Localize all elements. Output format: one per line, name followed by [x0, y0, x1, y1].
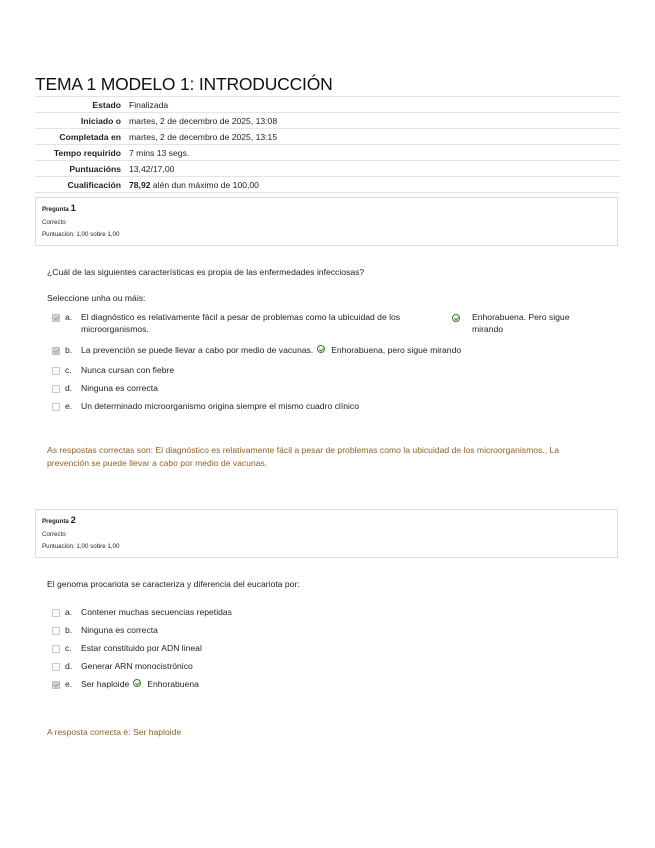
checkbox-icon[interactable] [52, 645, 60, 653]
checkbox-checked-icon[interactable] [52, 347, 60, 355]
summary-value: 13,42/17,00 [129, 163, 175, 174]
summary-value: Finalizada [129, 99, 169, 110]
question-grade: Puntuación: 1,00 sobre 1,00 [42, 542, 120, 550]
question-label: Pregunta [42, 206, 69, 213]
option-text: Estar constituido por ADN lineal [81, 643, 202, 653]
checkbox-icon[interactable] [52, 367, 60, 375]
grade-value: 78,92 [129, 179, 151, 190]
question-grade: Puntuación: 1,00 sobre 1,00 [42, 230, 120, 238]
checkbox-icon[interactable] [52, 609, 60, 617]
summary-row-grade [35, 177, 620, 193]
question-1-right-answer: As respostas correctas son: El diagnóstico es relativamente fácil a pesar de problemas como la ubicuidad de los microorganismos., La prevención se puede llevar a cabo por medio de vacunas. [47, 445, 560, 468]
option-text: Ninguna es correcta [81, 625, 158, 635]
question-2-option-b[interactable] [52, 625, 158, 637]
question-2-option-d[interactable] [52, 661, 193, 673]
summary-row-started [35, 113, 620, 129]
question-state: Correcto [42, 530, 66, 538]
check-circle-icon [452, 314, 460, 322]
option-text-line: microorganismos. [81, 323, 149, 334]
option-letter: b. [65, 345, 73, 355]
checkbox-icon[interactable] [52, 403, 60, 411]
checkbox-checked-icon[interactable] [52, 314, 60, 322]
summary-value [129, 177, 620, 193]
question-2-option-c[interactable] [52, 643, 202, 655]
summary-value: 7 mins 13 segs. [129, 147, 190, 158]
summary-row-completed [35, 129, 620, 145]
summary-label: Estado [92, 99, 121, 110]
question-state: Correcto [42, 218, 66, 226]
option-letter: d. [65, 383, 73, 393]
checkbox-icon[interactable] [52, 385, 60, 393]
quiz-summary-table [35, 96, 620, 193]
option-letter: d. [65, 661, 73, 671]
summary-label: Iniciado o [80, 115, 121, 126]
question-number [42, 516, 611, 526]
option-text: Ninguna es correcta [81, 383, 158, 393]
summary-label: Completada en [59, 131, 121, 142]
option-feedback: Enhorabuena, pero sigue mirando [331, 345, 462, 355]
option-text [81, 312, 451, 335]
option-letter: b. [65, 625, 73, 635]
question-2-option-e[interactable] [52, 679, 199, 691]
check-circle-icon [133, 679, 141, 687]
question-1-option-a[interactable] [52, 312, 569, 335]
question-2-info [35, 509, 618, 558]
check-circle-icon [317, 345, 325, 353]
option-text: Contener muchas secuencias repetidas [81, 607, 232, 617]
option-text: Un determinado microorganismo origina siempre el mismo cuadro clínico [81, 401, 359, 411]
option-letter: a. [65, 607, 73, 617]
feedback-line: Enhorabuena. Pero sigue [472, 312, 570, 322]
option-text-line: El diagnóstico es relativamente fácil a pesar de problemas como la ubicuidad de los [81, 312, 401, 322]
summary-value: martes, 2 de decembro de 2025, 13:15 [129, 131, 278, 142]
checkbox-icon[interactable] [52, 627, 60, 635]
option-letter: e. [65, 679, 73, 689]
option-text: Nunca cursan con fiebre [81, 365, 175, 375]
summary-label: Tempo requirido [53, 147, 121, 158]
option-letter: a. [65, 312, 73, 322]
option-letter: e. [65, 401, 73, 411]
option-text: Ser haploide [81, 679, 130, 689]
checkbox-checked-icon[interactable] [52, 681, 60, 689]
option-feedback: Enhorabuena [147, 679, 199, 689]
option-feedback [472, 312, 569, 335]
summary-label: Cualificación [67, 179, 121, 190]
question-label: Pregunta [42, 518, 69, 525]
option-text: Generar ARN monocistrónico [81, 661, 193, 671]
question-2-right-answer: A resposta correcta é: Ser haploide [47, 727, 182, 737]
question-2-option-a[interactable] [52, 607, 232, 619]
question-1-option-c[interactable] [52, 365, 174, 377]
question-1-text: ¿Cuál de las siguientes características es propia de las enfermedades infecciosas? [47, 267, 365, 277]
summary-row-state [35, 97, 620, 113]
question-1-option-e[interactable] [52, 401, 359, 413]
question-number [42, 204, 611, 214]
checkbox-icon[interactable] [52, 663, 60, 671]
question-1-option-d[interactable] [52, 383, 158, 395]
summary-row-marks [35, 161, 620, 177]
option-text: La prevención se puede llevar a cabo por medio de vacunas. [81, 345, 314, 355]
question-2-text: El genoma procariota se caracteriza y diferencia del eucariota por: [47, 579, 300, 589]
question-1-prompt: Seleccione unha ou máis: [47, 293, 146, 303]
question-1-option-b[interactable] [52, 345, 461, 357]
option-letter: c. [65, 365, 72, 375]
summary-row-time-taken [35, 145, 620, 161]
summary-value: martes, 2 de decembro de 2025, 13:08 [129, 115, 278, 126]
option-letter: c. [65, 643, 72, 653]
page-title: TEMA 1 MODELO 1: INTRODUCCIÓN [35, 74, 333, 94]
question-1-info [35, 197, 618, 246]
grade-max: alén dun máximo de 100,00 [150, 179, 259, 190]
feedback-line: mirando [472, 323, 504, 334]
question-number-value: 2 [70, 515, 76, 526]
question-number-value: 1 [70, 203, 76, 214]
summary-label: Puntuacións [69, 163, 121, 174]
